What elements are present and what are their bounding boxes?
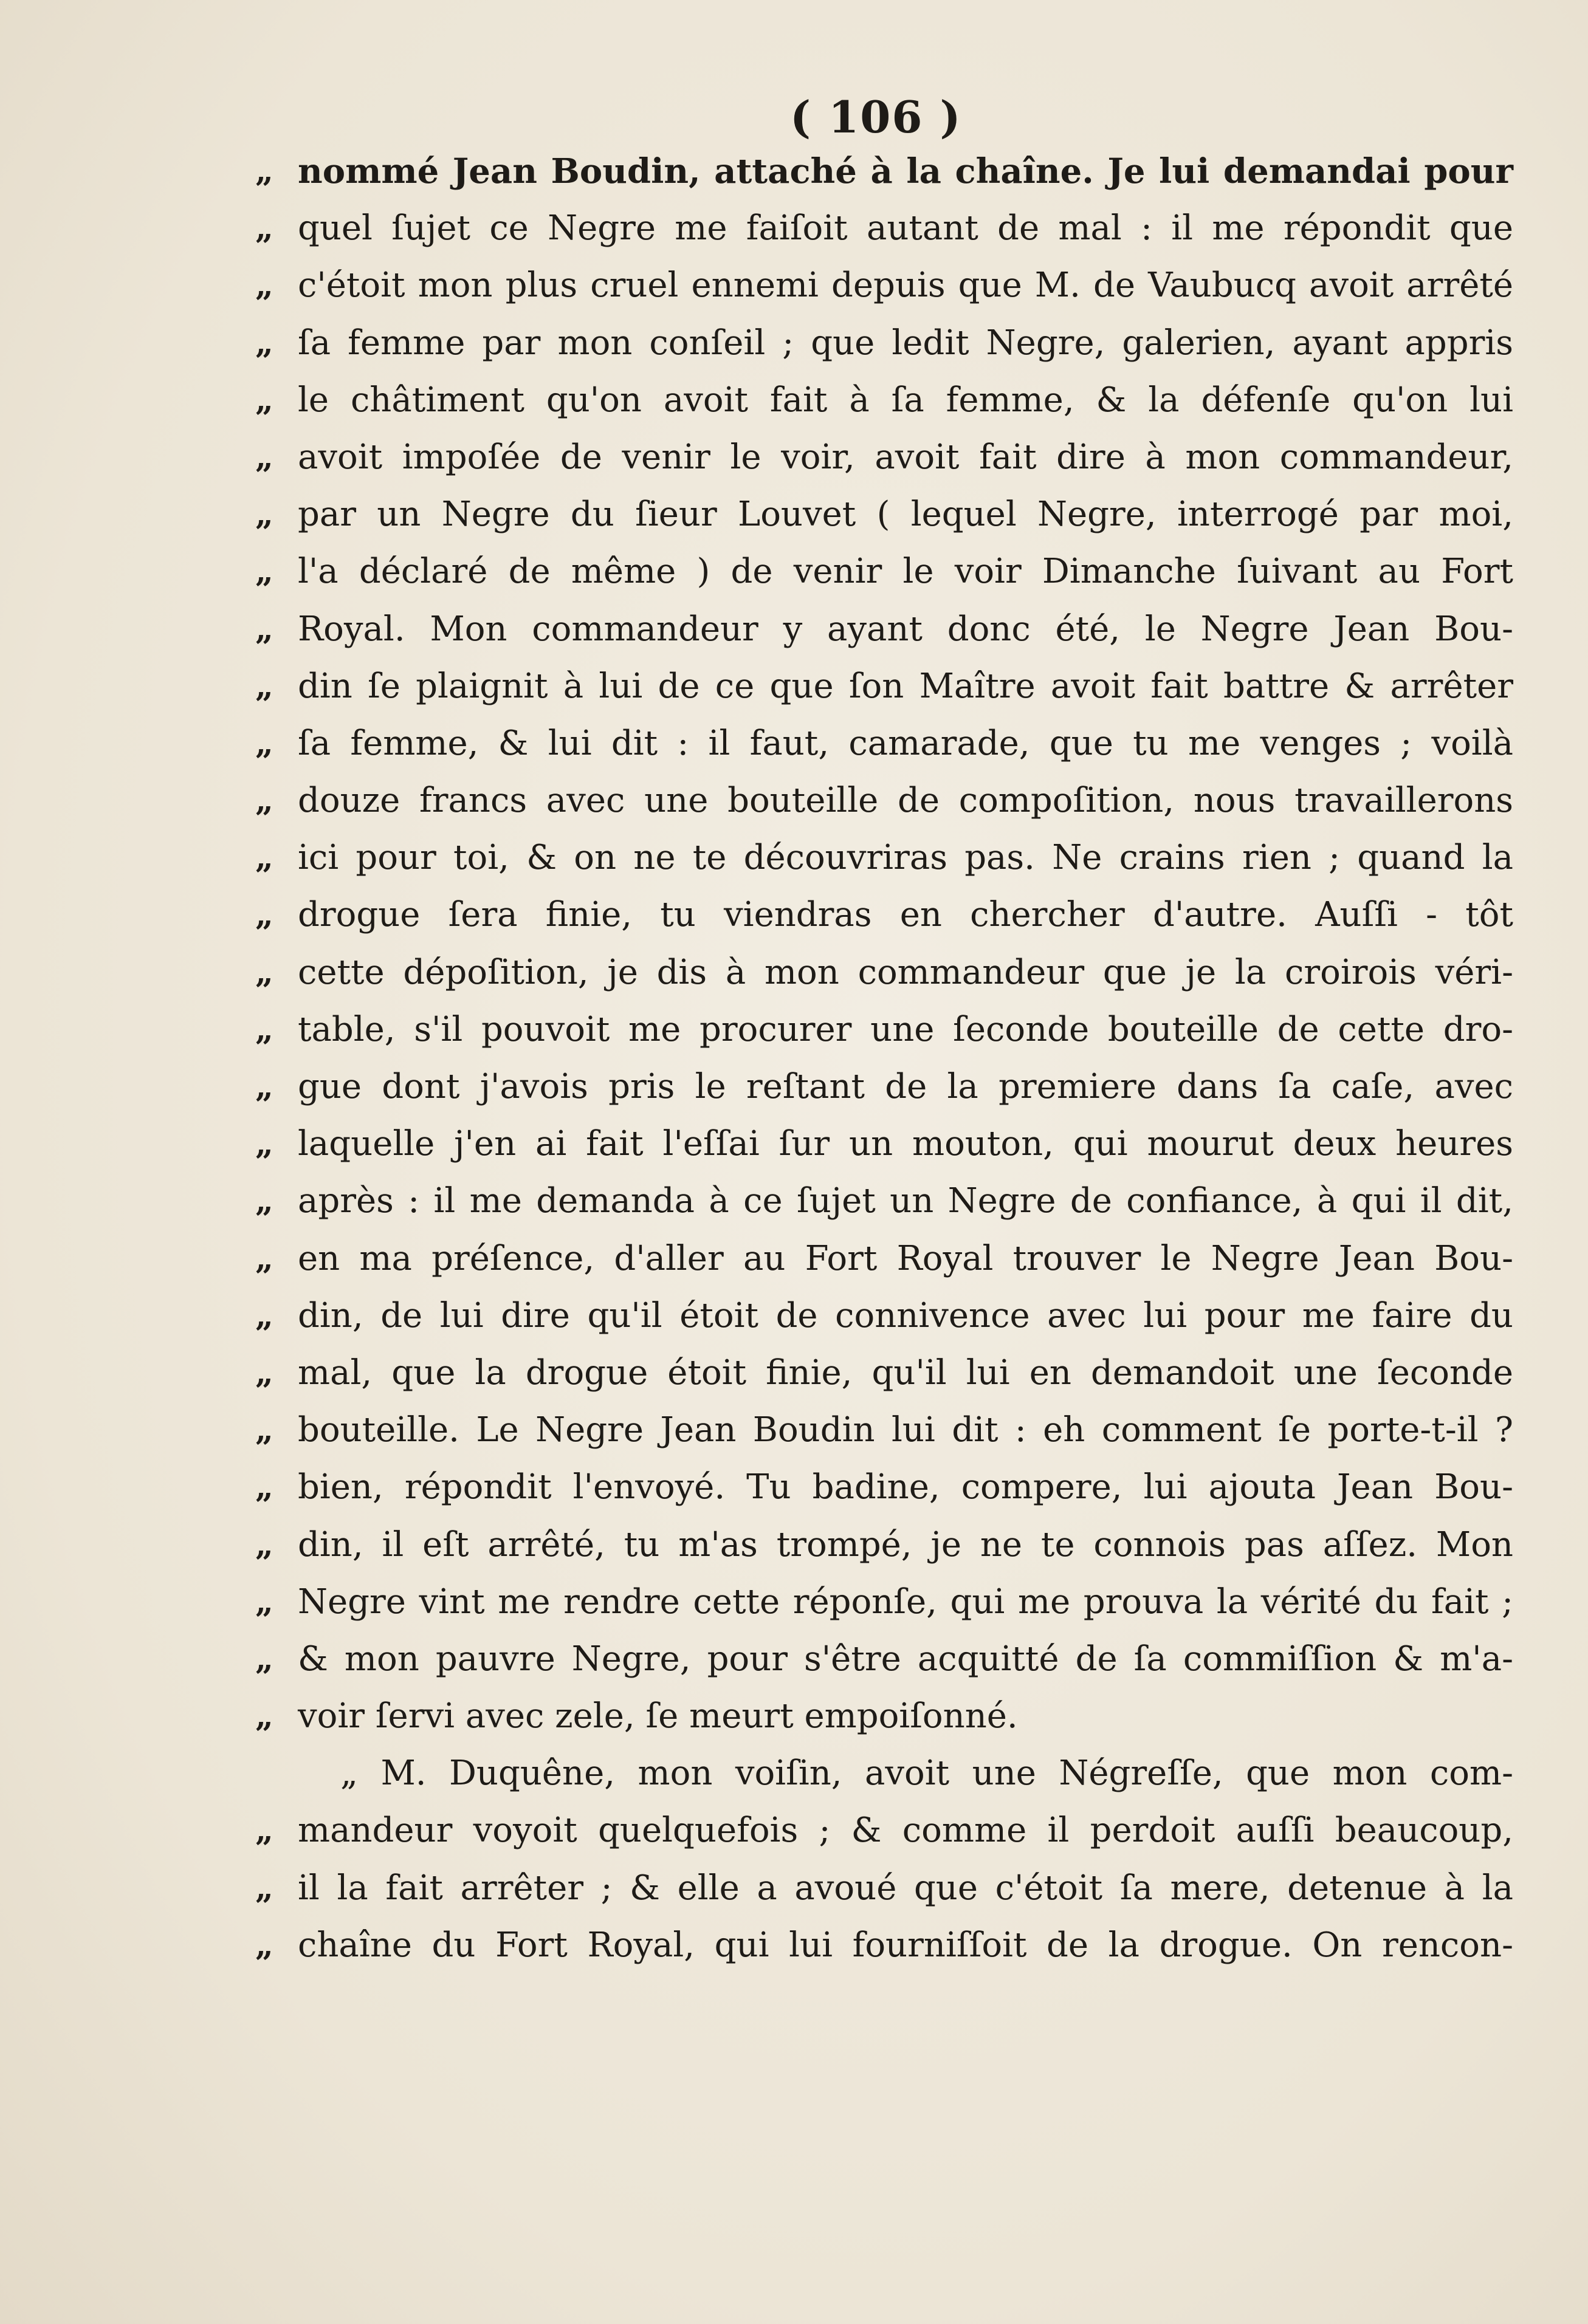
- text-line: „ voir ſervi avec zele, ſe meurt empoiſonné.: [298, 1688, 1513, 1745]
- text-line: „ quel ſujet ce Negre me faiſoit autant de mal : il me répondit que: [298, 200, 1513, 257]
- quote-mark: „: [255, 1869, 273, 1907]
- text-line: „ par un Negre du ſieur Louvet ( lequel Negre, interrogé par moi,: [298, 486, 1513, 543]
- quote-mark: „: [255, 1640, 273, 1678]
- text-line: „ din, de lui dire qu'il étoit de connivence avec lui pour me faire du: [298, 1287, 1513, 1345]
- quote-mark: „: [255, 1297, 273, 1334]
- quote-mark: „: [255, 839, 273, 877]
- quote-mark: „: [255, 1354, 273, 1391]
- quote-mark: „: [255, 1583, 273, 1620]
- text-line: „ il la fait arrêter ; & elle a avoué que c'étoit ſa mere, detenue à la: [298, 1860, 1513, 1917]
- text-line: „ douze francs avec une bouteille de compoſition, nous travaillerons: [298, 772, 1513, 829]
- quote-mark: „: [255, 782, 273, 820]
- quote-mark: „: [255, 1125, 273, 1163]
- quote-mark: „: [255, 210, 273, 247]
- quote-mark: „: [255, 953, 273, 991]
- text-line: „ chaîne du Fort Royal, qui lui fourniſſoit de la drogue. On rencon-: [298, 1917, 1513, 1974]
- text-line: „ l'a déclaré de même ) de venir le voir Dimanche ſuivant au Fort: [298, 543, 1513, 600]
- quote-mark: „: [255, 1010, 273, 1048]
- text-line: „ ici pour toi, & on ne te découvriras pas. Ne crains rien ; quand la: [298, 829, 1513, 886]
- quote-mark: „: [255, 1068, 273, 1105]
- text-line: „ din ſe plaignit à lui de ce que ſon Maître avoit fait battre & arrêter: [298, 658, 1513, 715]
- quote-mark: „: [255, 1411, 273, 1449]
- body-text: [255, 143, 1513, 1974]
- text-line: „ mal, que la drogue étoit finie, qu'il lui en demandoit une ſeconde: [298, 1345, 1513, 1402]
- text-line: „ Negre vint me rendre cette réponſe, qui me prouva la vérité du fait ;: [298, 1574, 1513, 1631]
- text-line: „ bien, répondit l'envoyé. Tu badine, compere, lui ajouta Jean Bou-: [298, 1459, 1513, 1516]
- page-number: ( 106 ): [790, 91, 962, 143]
- text-line: „ & mon pauvre Negre, pour s'être acquitté de ſa commiſſion & m'a-: [298, 1631, 1513, 1688]
- text-line: „ mandeur voyoit quelquefois ; & comme il perdoit auſſi beaucoup,: [298, 1802, 1513, 1859]
- text-line: „ laquelle j'en ai fait l'eſſai ſur un mouton, qui mourut deux heures: [298, 1116, 1513, 1173]
- text-line: „ le châtiment qu'on avoit fait à ſa femme, & la défenſe qu'on lui: [298, 372, 1513, 429]
- text-line: „ table, s'il pouvoit me procurer une ſeconde bouteille de cette dro-: [298, 1001, 1513, 1058]
- text-line: „ après : il me demanda à ce ſujet un Negre de confiance, à qui il dit,: [298, 1173, 1513, 1230]
- quote-mark: „: [255, 667, 273, 705]
- text-line: „ Royal. Mon commandeur y ayant donc été, le Negre Jean Bou-: [298, 601, 1513, 658]
- text-line: „ en ma préſence, d'aller au Fort Royal trouver le Negre Jean Bou-: [298, 1230, 1513, 1287]
- text-line: „ ſa femme par mon conſeil ; que ledit Negre, galerien, ayant appris: [298, 315, 1513, 372]
- quote-mark: „: [255, 1812, 273, 1849]
- quote-mark: „: [255, 896, 273, 934]
- text-line: „ drogue ſera finie, tu viendras en chercher d'autre. Auſſi - tôt: [298, 886, 1513, 944]
- quote-mark: „: [255, 438, 273, 476]
- quote-mark: „: [255, 1182, 273, 1220]
- quote-mark: „: [255, 1469, 273, 1506]
- text-line: „ ſa femme, & lui dit : il faut, camarade, que tu me venges ; voilà: [298, 715, 1513, 772]
- quote-mark: „: [255, 1526, 273, 1563]
- quote-mark: „: [255, 324, 273, 362]
- quote-mark: „: [255, 267, 273, 304]
- quote-mark: „: [255, 153, 273, 190]
- paragraph-start-line: „ M. Duquêne, mon voiſin, avoit une Négreſſe, que mon com-: [340, 1753, 1513, 1794]
- quote-mark: „: [255, 724, 273, 762]
- quote-mark: „: [255, 1698, 273, 1735]
- quote-mark: „: [255, 381, 273, 419]
- text-line: „ avoit impoſée de venir le voir, avoit fait dire à mon commandeur,: [298, 429, 1513, 486]
- quote-mark: „: [255, 1926, 273, 1964]
- text-line: „ nommé Jean Boudin, attaché à la chaîne. Je lui demandai pour: [298, 143, 1513, 200]
- quote-mark: „: [255, 1239, 273, 1277]
- text-line: „ din, il eſt arrêté, tu m'as trompé, je ne te connois pas aſſez. Mon: [298, 1517, 1513, 1574]
- quote-mark: „: [255, 553, 273, 591]
- text-line: „ bouteille. Le Negre Jean Boudin lui dit : eh comment ſe porte-t-il ?: [298, 1402, 1513, 1459]
- quote-mark: „: [255, 496, 273, 533]
- quote-mark: „: [255, 610, 273, 648]
- text-line: „ c'étoit mon plus cruel ennemi depuis que M. de Vaubucq avoit arrêté: [298, 257, 1513, 314]
- text-line: „ gue dont j'avois pris le reſtant de la premiere dans ſa caſe, avec: [298, 1058, 1513, 1116]
- text-line: „ cette dépoſition, je dis à mon commandeur que je la croirois véri-: [298, 944, 1513, 1001]
